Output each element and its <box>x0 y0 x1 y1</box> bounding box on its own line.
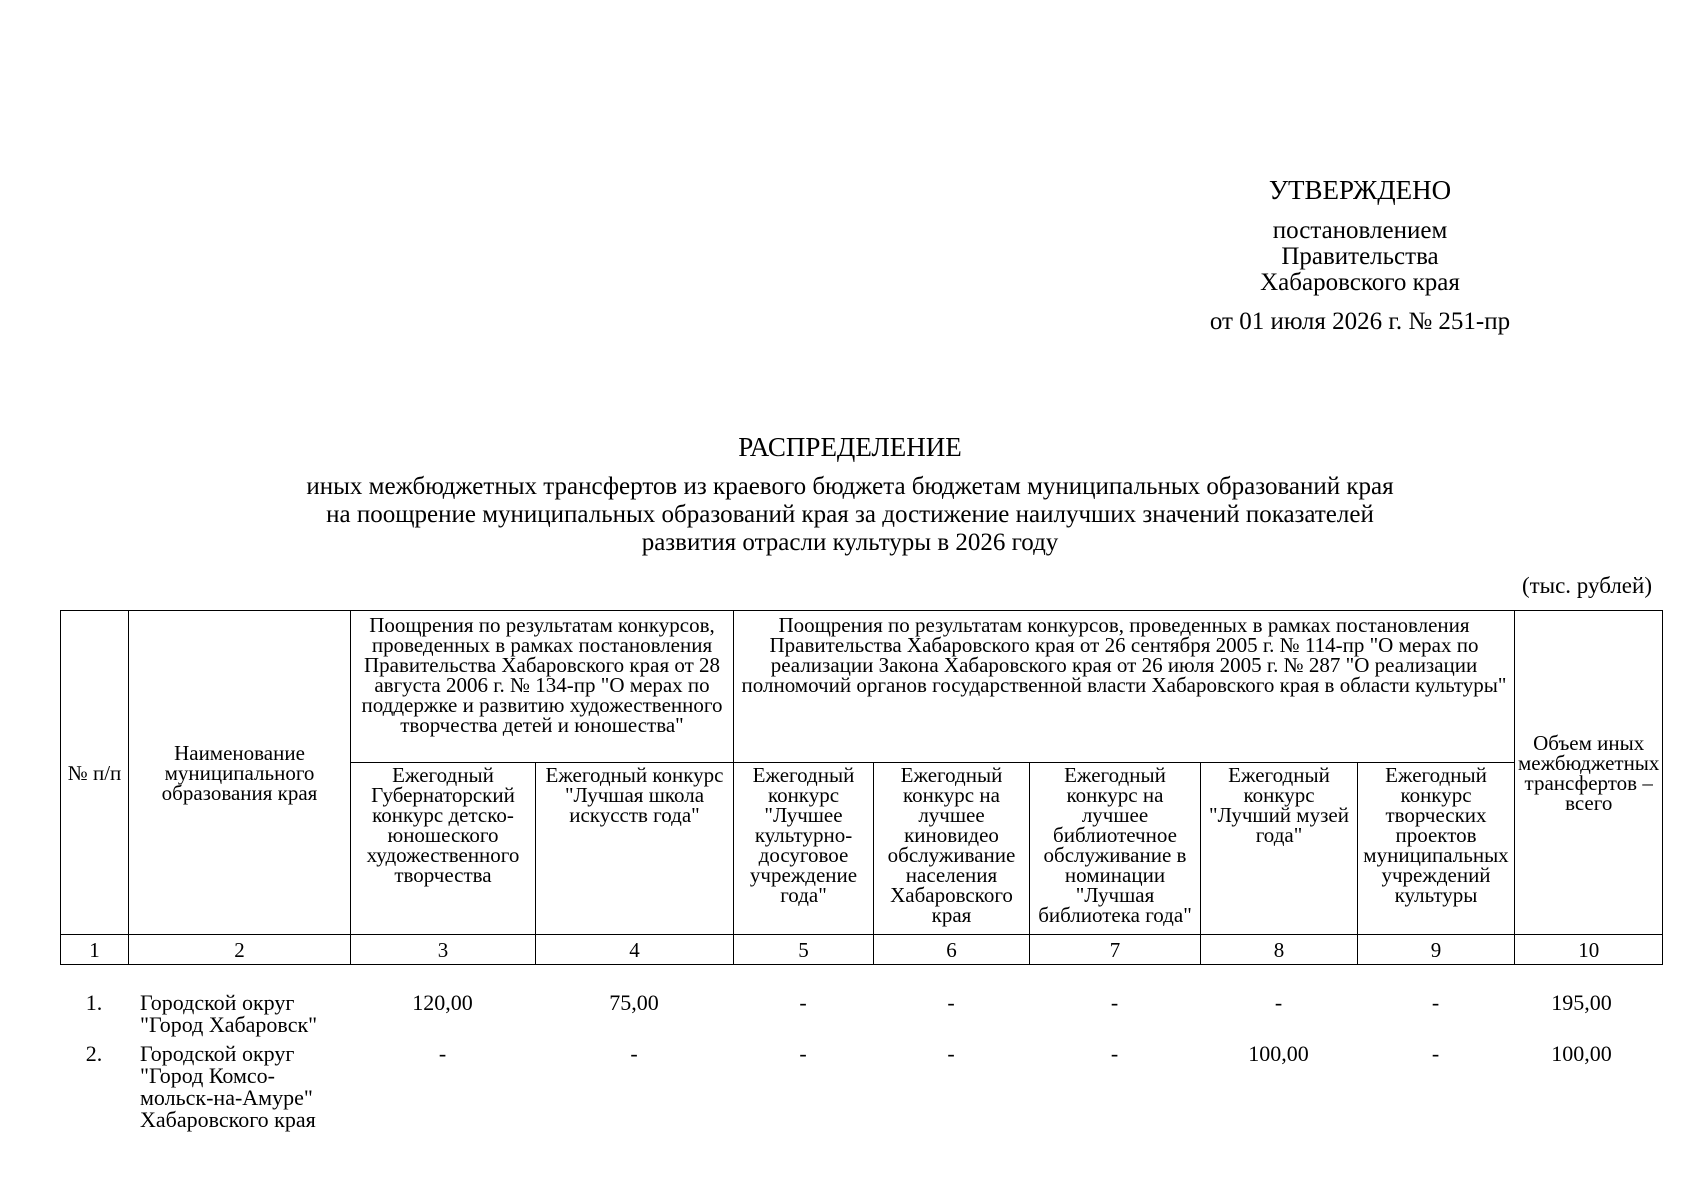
row-name-line: "Город Комсо- <box>140 1063 275 1088</box>
cell-col-5: - <box>799 1041 807 1066</box>
approval-line-1: постановлением <box>1272 217 1448 244</box>
approval-line-3: Хабаровского края <box>1260 269 1460 296</box>
cell-col-4: 75,00 <box>609 990 659 1015</box>
column-number: 6 <box>874 935 1030 965</box>
header-col-4: Ежегодный конкурс "Лучшая школа искусств года" <box>536 763 734 935</box>
cell-col-7: - <box>1110 1041 1119 1066</box>
cell-col-5: - <box>799 990 807 1015</box>
table-row <box>60 1043 1649 1143</box>
column-number: 8 <box>1201 935 1358 965</box>
row-name <box>140 992 350 1036</box>
document-title: РАСПРЕДЕЛЕНИЕ <box>738 432 962 462</box>
cell-col-3: - <box>438 1041 447 1066</box>
cell-col-6: - <box>947 990 955 1015</box>
distribution-table-header <box>60 610 1663 965</box>
header-col-7: Ежегодный конкурс на лучшее библиотечное обслуживание в номинации "Лучшая библиотека года" <box>1030 763 1201 935</box>
header-col-8: Ежегодный конкурс "Лучший музей года" <box>1201 763 1358 935</box>
header-name: Наименование муниципального образования края <box>129 611 351 935</box>
row-name-line: Хабаровского края <box>140 1107 316 1132</box>
header-group-1: Поощрения по результатам конкурсов, проведенных в рамках постановления Правительства Хабаровского края от 28 августа 2006 г. № 134-пр "О мерах по поддержке и развитию художественного творчества детей и юношества" <box>351 611 734 763</box>
header-num: № п/п <box>61 611 129 935</box>
table-row <box>60 992 1649 1042</box>
header-col-6: Ежегодный конкурс на лучшее киновидео обслуживание населения Хабаровского края <box>874 763 1030 935</box>
column-number: 10 <box>1515 935 1663 965</box>
column-number: 7 <box>1030 935 1201 965</box>
unit-label: (тыс. рублей) <box>1521 573 1652 598</box>
column-number: 5 <box>734 935 874 965</box>
document-subtitle-line-3: развития отрасли культуры в 2026 году <box>641 529 1059 556</box>
document-subtitle-line-2: на поощрение муниципальных образований края за достижение наилучших значений показателей <box>326 501 1374 528</box>
column-number: 4 <box>536 935 734 965</box>
cell-col-10: 195,00 <box>1551 990 1612 1015</box>
cell-col-6: - <box>947 1041 955 1066</box>
row-name-line: мольск-на-Амуре" <box>140 1085 313 1110</box>
row-num: 2. <box>85 1041 103 1066</box>
approval-heading: УТВЕРЖДЕНО <box>1268 175 1452 205</box>
cell-col-3: 120,00 <box>412 990 473 1015</box>
cell-col-7: - <box>1110 990 1119 1015</box>
row-name-line: Городской округ <box>140 1041 295 1066</box>
approval-block <box>1180 175 1540 336</box>
header-col-3: Ежегодный Губернаторский конкурс детско-юношеского художественного творчества <box>351 763 536 935</box>
document-subtitle-line-1: иных межбюджетных трансфертов из краевого бюджета бюджетам муниципальных образований края <box>306 473 1394 500</box>
row-name-line: "Город Хабаровск" <box>140 1012 318 1037</box>
header-col-5: Ежегодный конкурс "Лучшее культурно-досуговое учреждение года" <box>734 763 874 935</box>
row-num: 1. <box>85 990 103 1015</box>
header-group-2: Поощрения по результатам конкурсов, проведенных в рамках постановления Правительства Хабаровского края от 26 сентября 2005 г. № 114-пр "О мерах по реализации Закона Хабаровского края от 26 июля 2005 г. № 287 "О реализации полномочий органов государственной власти Хабаровского края в области культуры" <box>734 611 1515 763</box>
header-col-9: Ежегодный конкурс творческих проектов муниципальных учреждений культуры <box>1358 763 1515 935</box>
cell-col-9: - <box>1431 990 1440 1015</box>
cell-col-8: 100,00 <box>1248 1041 1309 1066</box>
column-number: 2 <box>129 935 351 965</box>
cell-col-8: - <box>1274 990 1283 1015</box>
approval-date: от 01 июля 2026 г. № 251-пр <box>1209 308 1511 335</box>
document-title-block <box>150 432 1550 557</box>
row-name-line: Городской округ <box>140 990 295 1015</box>
row-name <box>140 1043 350 1131</box>
header-total: Объем иных межбюджетных трансфертов – всего <box>1515 611 1663 935</box>
column-number: 9 <box>1358 935 1515 965</box>
column-number: 3 <box>351 935 536 965</box>
cell-col-9: - <box>1431 1041 1440 1066</box>
cell-col-4: - <box>630 1041 638 1066</box>
cell-col-10: 100,00 <box>1551 1041 1612 1066</box>
approval-line-2: Правительства <box>1281 243 1439 270</box>
column-number: 1 <box>61 935 129 965</box>
